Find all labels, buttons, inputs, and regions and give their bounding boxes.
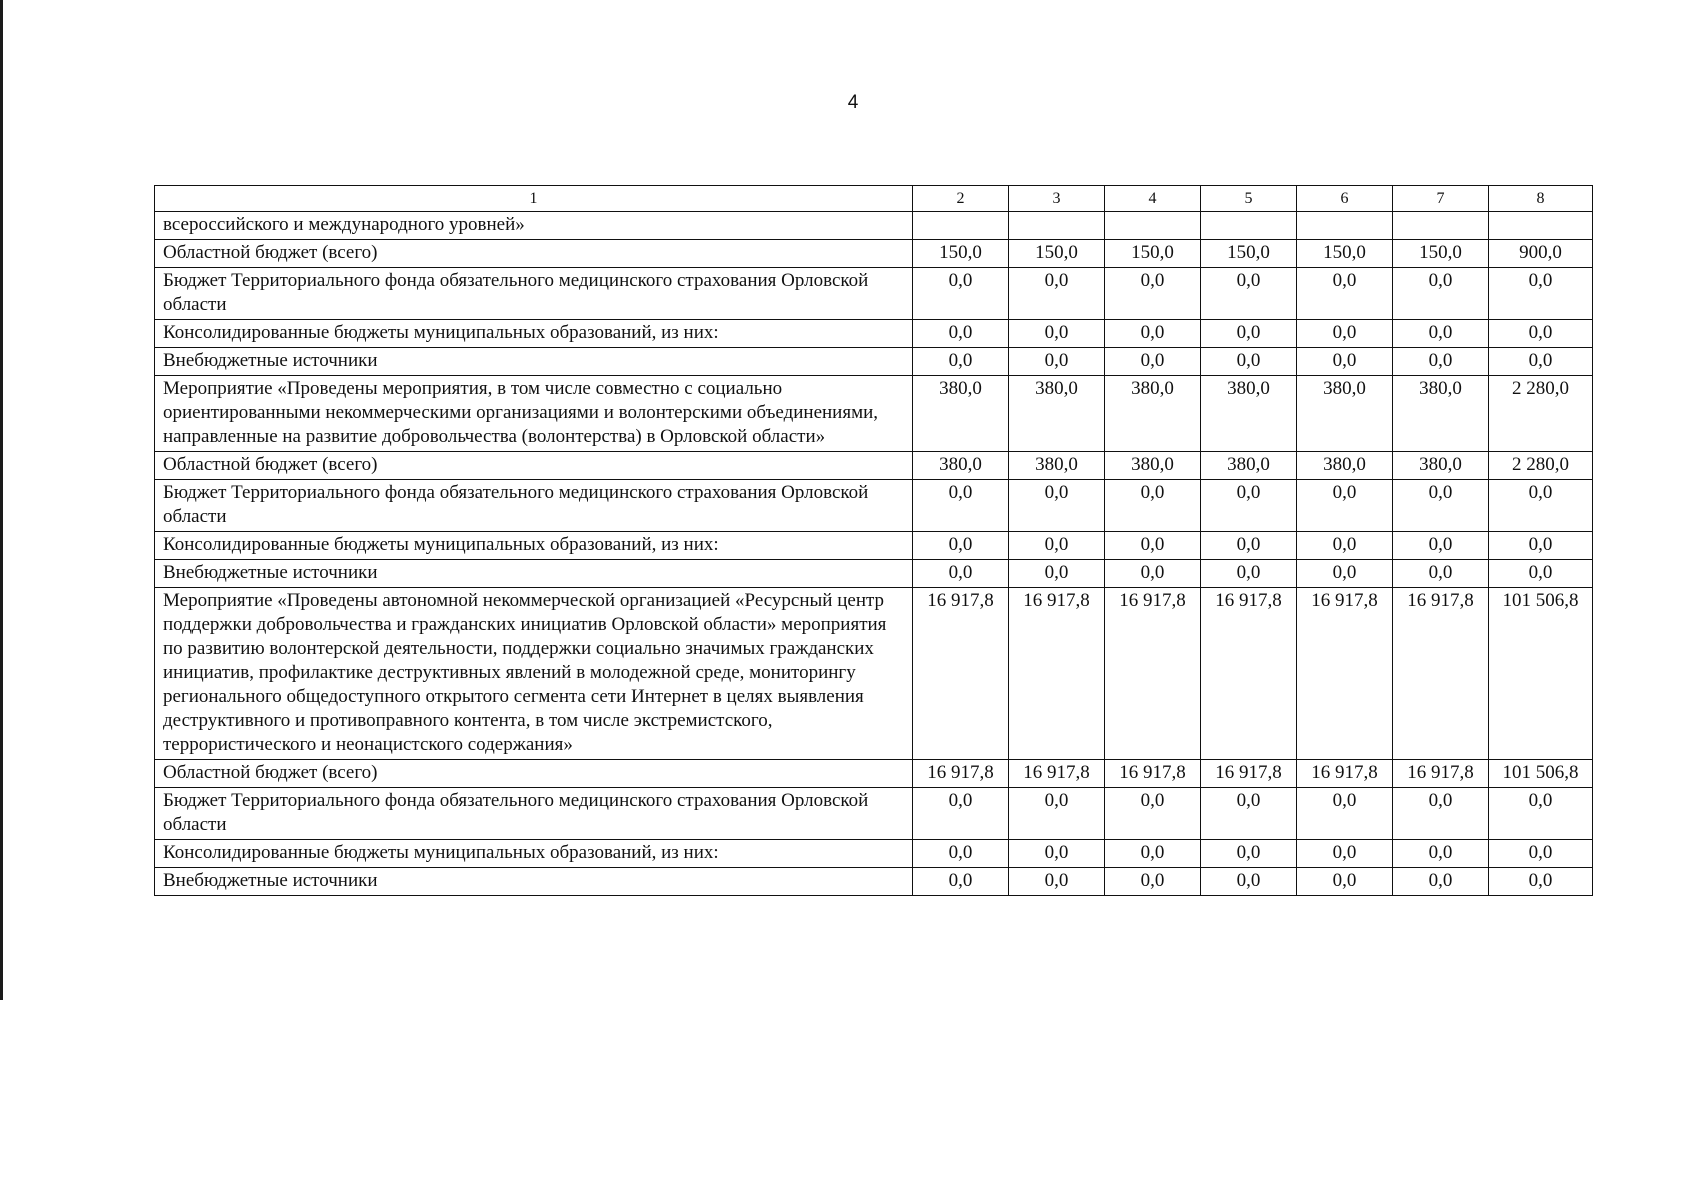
value-cell: 0,0 [913, 480, 1009, 532]
value-cell: 0,0 [1105, 268, 1201, 320]
value-cell [1009, 212, 1105, 240]
table-row [155, 348, 1593, 376]
value-cell [1489, 212, 1593, 240]
value-cell: 0,0 [913, 320, 1009, 348]
value-cell: 0,0 [1489, 532, 1593, 560]
value-cell: 0,0 [1009, 348, 1105, 376]
value-cell: 0,0 [1201, 320, 1297, 348]
value-cell: 0,0 [1009, 320, 1105, 348]
row-label: Мероприятие «Проведены мероприятия, в том числе совместно с социально ориентированными некоммерческими организациями и волонтерскими объединениями, направленные на развитие добровольчества (волонтерства) в Орловской области» [155, 376, 913, 452]
value-cell: 380,0 [1009, 452, 1105, 480]
value-cell: 16 917,8 [1297, 760, 1393, 788]
value-cell: 380,0 [1297, 452, 1393, 480]
row-label: Консолидированные бюджеты муниципальных образований, из них: [155, 840, 913, 868]
value-cell: 0,0 [1105, 348, 1201, 376]
value-cell: 16 917,8 [1201, 760, 1297, 788]
page-number: 4 [847, 92, 859, 113]
value-cell: 0,0 [1201, 868, 1297, 896]
table-row [155, 480, 1593, 532]
value-cell: 380,0 [1105, 376, 1201, 452]
value-cell: 0,0 [1489, 320, 1593, 348]
column-header-2: 2 [913, 186, 1009, 212]
value-cell: 0,0 [1009, 532, 1105, 560]
value-cell: 900,0 [1489, 240, 1593, 268]
table-row [155, 532, 1593, 560]
value-cell: 0,0 [1105, 320, 1201, 348]
value-cell: 16 917,8 [1393, 760, 1489, 788]
row-label: Внебюджетные источники [155, 560, 913, 588]
table-body [155, 212, 1593, 896]
column-header-1: 1 [155, 186, 913, 212]
row-label: Областной бюджет (всего) [155, 452, 913, 480]
value-cell: 2 280,0 [1489, 376, 1593, 452]
value-cell: 0,0 [1009, 560, 1105, 588]
value-cell: 150,0 [913, 240, 1009, 268]
value-cell: 0,0 [1105, 480, 1201, 532]
column-header-3: 3 [1009, 186, 1105, 212]
value-cell: 16 917,8 [1297, 588, 1393, 760]
value-cell: 0,0 [1489, 560, 1593, 588]
table-row [155, 268, 1593, 320]
row-label: Внебюджетные источники [155, 868, 913, 896]
table-row [155, 452, 1593, 480]
value-cell: 0,0 [1201, 348, 1297, 376]
value-cell: 380,0 [1105, 452, 1201, 480]
row-label: Областной бюджет (всего) [155, 240, 913, 268]
table-row [155, 760, 1593, 788]
value-cell: 0,0 [1297, 788, 1393, 840]
value-cell: 0,0 [1297, 268, 1393, 320]
value-cell [1201, 212, 1297, 240]
value-cell: 0,0 [1105, 868, 1201, 896]
value-cell: 150,0 [1009, 240, 1105, 268]
value-cell [1105, 212, 1201, 240]
value-cell: 150,0 [1297, 240, 1393, 268]
row-label: Бюджет Территориального фонда обязательного медицинского страхования Орловской области [155, 788, 913, 840]
value-cell: 16 917,8 [913, 588, 1009, 760]
value-cell: 0,0 [1489, 348, 1593, 376]
value-cell: 0,0 [913, 788, 1009, 840]
value-cell: 0,0 [913, 268, 1009, 320]
row-label: Консолидированные бюджеты муниципальных образований, из них: [155, 320, 913, 348]
value-cell: 16 917,8 [1201, 588, 1297, 760]
value-cell: 16 917,8 [1105, 760, 1201, 788]
row-label: Бюджет Территориального фонда обязательного медицинского страхования Орловской области [155, 480, 913, 532]
value-cell: 0,0 [1297, 840, 1393, 868]
row-label: Областной бюджет (всего) [155, 760, 913, 788]
row-label: Бюджет Территориального фонда обязательного медицинского страхования Орловской области [155, 268, 913, 320]
column-header-5: 5 [1201, 186, 1297, 212]
value-cell: 0,0 [1201, 268, 1297, 320]
value-cell: 380,0 [1201, 452, 1297, 480]
value-cell: 0,0 [1009, 788, 1105, 840]
value-cell: 0,0 [1393, 268, 1489, 320]
value-cell: 380,0 [1009, 376, 1105, 452]
row-label: всероссийского и международного уровней» [155, 212, 913, 240]
value-cell: 16 917,8 [1105, 588, 1201, 760]
value-cell: 0,0 [1297, 480, 1393, 532]
value-cell: 0,0 [913, 560, 1009, 588]
value-cell: 0,0 [1105, 532, 1201, 560]
table-row [155, 212, 1593, 240]
header-row [155, 186, 1593, 212]
value-cell: 101 506,8 [1489, 760, 1593, 788]
value-cell: 150,0 [1393, 240, 1489, 268]
scan-left-edge [0, 0, 3, 1000]
value-cell: 16 917,8 [1009, 588, 1105, 760]
column-header-4: 4 [1105, 186, 1201, 212]
table-row [155, 840, 1593, 868]
row-label: Мероприятие «Проведены автономной некоммерческой организацией «Ресурсный центр поддержки добровольчества и гражданских инициатив Орловской области» мероприятия по развитию волонтерской деятельности, поддержки социально значимых гражданских инициатив, профилактике деструктивных явлений в молодежной среде, мониторингу регионального общедоступного открытого сегмента сети Интернет в целях выявления деструктивного и противоправного контента, в том числе экстремистского, террористического и неонацистского содержания» [155, 588, 913, 760]
value-cell: 0,0 [1489, 840, 1593, 868]
value-cell: 0,0 [1297, 320, 1393, 348]
value-cell: 380,0 [1393, 452, 1489, 480]
value-cell: 101 506,8 [1489, 588, 1593, 760]
value-cell: 16 917,8 [1009, 760, 1105, 788]
table-row [155, 376, 1593, 452]
value-cell: 0,0 [1105, 788, 1201, 840]
value-cell: 16 917,8 [913, 760, 1009, 788]
row-label: Консолидированные бюджеты муниципальных образований, из них: [155, 532, 913, 560]
row-label: Внебюджетные источники [155, 348, 913, 376]
value-cell: 0,0 [1393, 868, 1489, 896]
value-cell: 0,0 [1489, 788, 1593, 840]
value-cell: 0,0 [1489, 868, 1593, 896]
value-cell: 0,0 [913, 840, 1009, 868]
value-cell: 0,0 [1489, 480, 1593, 532]
value-cell: 380,0 [1393, 376, 1489, 452]
value-cell: 0,0 [1201, 560, 1297, 588]
value-cell: 0,0 [913, 348, 1009, 376]
budget-table [154, 185, 1593, 896]
value-cell: 0,0 [1393, 532, 1489, 560]
value-cell: 0,0 [1393, 348, 1489, 376]
table-row [155, 868, 1593, 896]
value-cell: 0,0 [1393, 320, 1489, 348]
value-cell: 0,0 [1105, 840, 1201, 868]
table-row [155, 788, 1593, 840]
value-cell: 380,0 [913, 376, 1009, 452]
value-cell: 0,0 [1105, 560, 1201, 588]
value-cell: 0,0 [1297, 560, 1393, 588]
value-cell: 0,0 [1009, 868, 1105, 896]
table-row [155, 588, 1593, 760]
value-cell: 0,0 [1201, 480, 1297, 532]
value-cell: 0,0 [913, 532, 1009, 560]
value-cell [913, 212, 1009, 240]
table-row [155, 320, 1593, 348]
value-cell: 0,0 [1201, 532, 1297, 560]
value-cell: 0,0 [1297, 532, 1393, 560]
value-cell: 380,0 [1297, 376, 1393, 452]
value-cell: 0,0 [1201, 840, 1297, 868]
value-cell [1393, 212, 1489, 240]
value-cell: 0,0 [913, 868, 1009, 896]
value-cell: 380,0 [1201, 376, 1297, 452]
value-cell: 0,0 [1009, 268, 1105, 320]
value-cell: 2 280,0 [1489, 452, 1593, 480]
value-cell: 16 917,8 [1393, 588, 1489, 760]
value-cell: 0,0 [1393, 840, 1489, 868]
value-cell: 150,0 [1105, 240, 1201, 268]
column-header-7: 7 [1393, 186, 1489, 212]
value-cell: 0,0 [1393, 560, 1489, 588]
value-cell: 0,0 [1009, 480, 1105, 532]
table-row [155, 560, 1593, 588]
column-header-8: 8 [1489, 186, 1593, 212]
value-cell: 0,0 [1489, 268, 1593, 320]
value-cell [1297, 212, 1393, 240]
value-cell: 0,0 [1009, 840, 1105, 868]
value-cell: 380,0 [913, 452, 1009, 480]
column-header-6: 6 [1297, 186, 1393, 212]
value-cell: 150,0 [1201, 240, 1297, 268]
table-row [155, 240, 1593, 268]
value-cell: 0,0 [1297, 348, 1393, 376]
value-cell: 0,0 [1393, 788, 1489, 840]
value-cell: 0,0 [1297, 868, 1393, 896]
value-cell: 0,0 [1393, 480, 1489, 532]
value-cell: 0,0 [1201, 788, 1297, 840]
table-header [155, 186, 1593, 212]
